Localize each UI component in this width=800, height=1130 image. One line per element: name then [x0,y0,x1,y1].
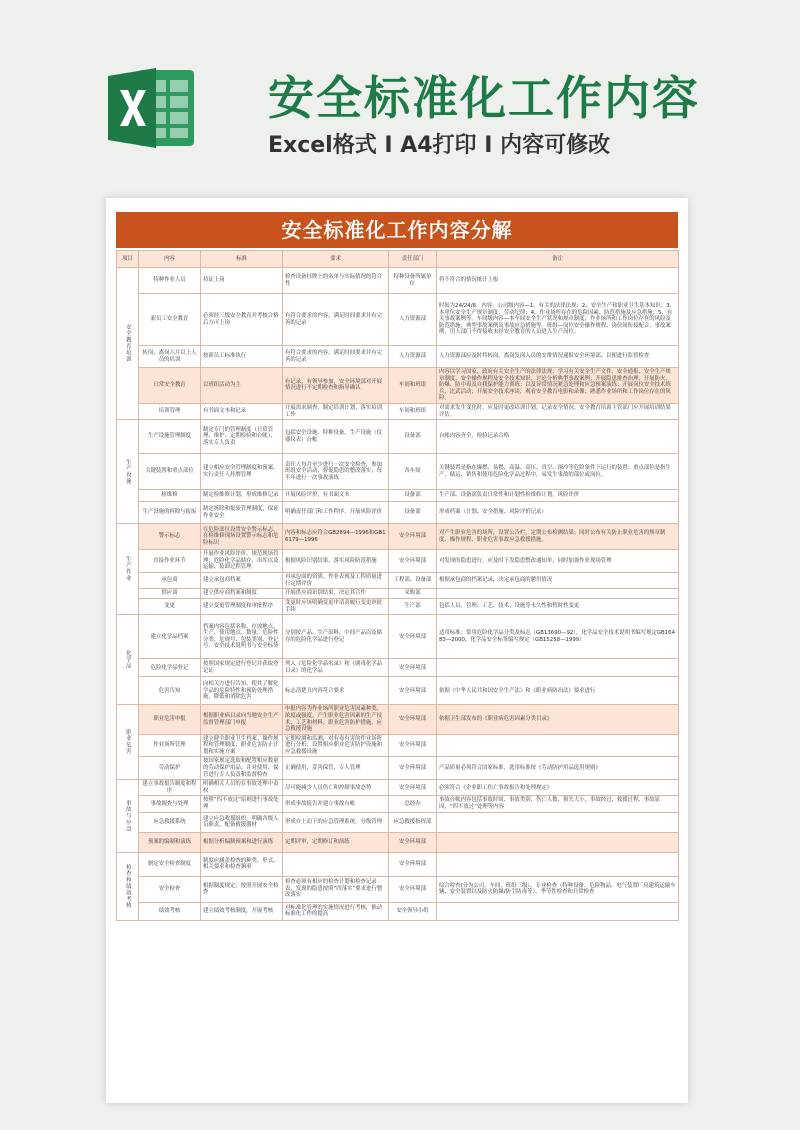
table-cell: 对产生职业危害的场所，设置公告栏，定期公布检测结果；同时公布有关防止职业危害的规章制度、操作规程、职业危害事故应急救援措施。 [437,524,679,550]
table-cell: 综合检查(分为公司、车间、班组三级）、专业检查（特种设备、危险物品、电气装置厂房建筑运输车辆、安全装置以及防火防爆/防尘防毒等）、季节性检查和日常检查 [437,876,679,902]
table-row [117,490,679,502]
table-cell: 警示标志 [139,524,201,550]
table-row [117,502,679,524]
table-cell [437,902,679,920]
table-cell: 必须经三级安全教育并考核合格后方可上岗 [201,294,283,346]
table-cell: 持证上岗 [201,268,283,294]
table-cell: 对发现的隐患进行，应及时下发隐患整改通知单，同时加强作业现场管理 [437,550,679,573]
table-row [117,268,679,294]
table-cell: 对需求发生变化时，应及时更改培训计划，记录安全情况；安全教育培训主管部门应开展培训结果评估。 [437,403,679,419]
table-cell: 建立化学品档案 [139,615,201,659]
table-row [117,780,679,796]
table-cell: 人力资源部应及时将转岗、离岗复岗人员的安排情况通报安全环境部，以便进行监督检查 [437,346,679,368]
table-row [117,572,679,588]
table-row [117,812,679,832]
table-cell: 明确相关人员的在事故处理中责权 [201,780,283,796]
table-cell: 生产设施的拆除与报废 [139,502,201,524]
table-row [117,454,679,490]
table-row [117,346,679,368]
table-cell: 在危险部位设置安全警示标志，在检维修现场设置警示标志和危险标识 [201,524,283,550]
table-cell [437,589,679,599]
column-header: 项目 [117,251,139,268]
category-cell: 生产设施 [117,420,139,524]
table-cell: 按国家规定选取和配置相应数量的劳动保护用品；并对使用、保管进行专人负责和监督检查 [201,757,283,780]
table-cell: 内容以学习国家、政府有关安全生产的法律法规；学习有关安全生产文件、安全通报、安全生产规章制度、安全操作规程及安全技术知识；讨论分析典型事故案例；开展隐患排查治理；开展防火、防爆、防中毒及自我保护能力训练；以及异常情况紧急处理和应急预案演练；开展岗位安全技术练兵、比武活动；开展安全技术座谈，观看安全教育电影和录像；熟悉作业场所和工作岗位存在的风险。 [437,368,679,404]
table-cell: 明确责任部门和工作程序，开展风险评价 [283,502,389,524]
table-cell: 建立绩效考核制度，开展考核 [201,902,283,920]
category-cell: 检查和绩效考核 [117,852,139,920]
table-row [117,403,679,419]
table-cell: 检查设备挂牌上的名单与实际情况的符合性 [283,268,389,294]
column-header: 要求 [283,251,389,268]
table-cell: 安全检查 [139,876,201,902]
table-cell: 产品质量必须符合国家标准，选用标准按《劳动防护用品选用规则》 [437,757,679,780]
table-cell: 对承包商的资质、作业表现及工程质量进行定期评价 [283,572,389,588]
table-cell: 根据承包商的档案记录，决定承包商的聘用情况 [437,572,679,588]
table-row [117,876,679,902]
table-cell: 直接作业环节 [139,550,201,573]
table-row [117,734,679,757]
table-cell: 生产部、设备部负责日常性和计划性检维修计划，风险评价 [437,490,679,502]
table-cell: 日常安全教育 [139,368,201,404]
table-cell: 劳动保护 [139,757,201,780]
table-cell [437,832,679,852]
table-cell: 制定拆除和报废管理制度，保证作业安全 [201,502,283,524]
table-cell: 安全环境部 [389,659,437,677]
table-cell: 安全环境部 [389,852,437,876]
table-cell: 时间为24/24/8，内容：公司级内容—1、有关的法律法规；2、安全生产和职业卫生基本知识；3、本单位安全生产规章制度、劳动纪律；4、作业场所存在的危险因素、防范措施及应急措施；5、有关事故案例等。车间级内容—本车间安全生产状况和规章制度；作业场所和工作岗位存在的风险及防范措施；典型事故案例及事故应急措施等。班组—岗位安全操作规程、岗位间衔接配合、事故案例，用人部门不得接收未经安全教育的人员进入生产岗位。 [437,294,679,346]
table-row [117,852,679,876]
table-row [117,615,679,659]
column-header: 标准 [201,251,283,268]
table-cell: 申报内容为作业场所职业危害因素种类、浓度或强度，产生职业危害因素的生产技术、工艺和材料；职业危害防护措施、应急救援设施 [283,705,389,734]
page-subtitle: Excel格式 I A4打印 I 内容可修改 [268,133,611,158]
table-row [117,677,679,705]
table-cell: 安全环境部 [389,876,437,902]
table-cell: 标志清楚且内容符合要求 [283,677,389,705]
table-cell: 预案的编制和演练 [139,832,201,852]
table-cell: 检查必须有相应的检查计划和检查记录表，发现的隐患按照“四落实”要求进行整改落实 [283,876,389,902]
table-cell: 档案内容包括名称、存放地点、生产、使用地点、数量、危险性分类、危规号、包装类别、登记号、安全技术说明书与安全标签 [201,615,283,659]
table-cell: 定期评审，定期修订和演练 [283,832,389,852]
table-cell: 检维修 [139,490,201,502]
table-cell: 建立健全职业卫生档案；操作规程和管理制度；职业危害防止计划和实施方案 [201,734,283,757]
table-cell: 建立变更管理制度和审批程序 [201,599,283,615]
table-cell: 根据分析编制预案和进行演练 [201,832,283,852]
table-cell: 特种作业人员 [139,268,201,294]
table-cell: 变更 [139,599,201,615]
table-row [117,524,679,550]
table-cell: 安全领导小组 [389,902,437,920]
table-row [117,705,679,734]
column-header: 责任部门 [389,251,437,268]
column-header: 内容 [139,251,201,268]
table-cell: 根据风险识别结果，落实风险防范措施 [283,550,389,573]
excel-icon [104,60,200,156]
table-cell: 形成档案（计划、安全措施、风险评价记录） [437,502,679,524]
table-cell: 将不符合的情况统计上报 [437,268,679,294]
table-cell: 采购部 [389,589,437,599]
table-cell: 有符合要求的内容，满足时间要求并有完善的记录 [283,346,389,368]
table-row [117,420,679,454]
table-cell: 向相关方进行告知，使其了解化学品的危险特性和预防处理措施，降低和消除危害 [201,677,283,705]
table-cell: 根据制度规定，按照开展安全检查 [201,876,283,902]
table-cell [437,659,679,677]
table-cell: 安全环境部 [389,615,437,659]
table-cell: 制定检维修计划，形成维修记录 [201,490,283,502]
table-cell: 尽可能减少人员伤亡和控制事故态势 [283,780,389,796]
table-cell: 变更时应该明确变更申请表履行变更审批手续 [283,599,389,615]
table-cell: 新员工安全教育 [139,294,201,346]
table-cell: 关键装置和重点部位 [139,454,201,490]
table-cell: 分别按产品、生产原料、中间产品以及储存的危险化学品进行登记 [283,615,389,659]
table-cell: 必须符合《企业职工伤亡事故报告和处理规定》 [437,780,679,796]
table-row [117,902,679,920]
category-cell: 化学品 [117,615,139,705]
table-cell: 安全环境部 [389,780,437,796]
table-cell: 按照国家规定进行登记并获取登记证 [201,659,283,677]
table-cell: 危害告知 [139,677,201,705]
table-cell: 应急救援指挥部 [389,812,437,832]
table-cell: 安全环境部 [389,832,437,852]
table-cell: 适用标准：常用危险化学品分类及标志（GB13690—92），化学品安全技术说明书编写规定GB16483—2000、化学品安全标签编写规定（GB15258—1999） [437,615,679,659]
table-cell: 建立供应商档案和制度 [201,589,283,599]
work-table [116,250,679,921]
table-cell: 有符合要求的内容，满足时间要求并有完善的记录 [283,294,389,346]
table-cell: 依据卫生部发布的《职业病危害因素分类目录》 [437,705,679,734]
table-cell: 包括人员、管理、工艺、技术、设施等永久性和暂时性变更 [437,599,679,615]
table-cell: 人力资源部 [389,346,437,368]
table-cell: 事故台帐内容包括事故时间、事故类别、伤亡人数、损失大小、事故经过、救援过程、事故原因，“四不放过”处理等内容 [437,796,679,812]
table-cell: 定期检测和监测，对有毒有害的作业场所进行分析；设置相应职业危害防护设施和应急救援设施 [283,734,389,757]
table-cell: 开展需求调查，制定培训计划，落实培训工作 [283,403,389,419]
column-header: 备注 [437,251,679,268]
table-cell: 设备部 [389,490,437,502]
category-cell: 生产作业 [117,524,139,615]
table-row [117,832,679,852]
table-cell: 转岗、离岗六月以上人员的培训 [139,346,201,368]
table-cell: 建立事故报告制度和程序 [139,780,201,796]
table-cell: 车间和班组 [389,403,437,419]
table-cell: 设备部 [389,420,437,454]
table-cell: 按新员工标准执行 [201,346,283,368]
table-cell [283,852,389,876]
table-cell: 台帐内容齐全，检验记录合格 [437,420,679,454]
table-cell: 事故调查与处理 [139,796,201,812]
table-cell [437,734,679,757]
table-cell: 安全环境部 [389,524,437,550]
table-cell: 建立相应安全管理制度和预案，实行责任人挂牌管理 [201,454,283,490]
table-cell: 总经办 [389,796,437,812]
table-cell: 形成自上而下的应急管理系统，分级管理 [283,812,389,832]
table-row [117,589,679,599]
table-cell: 危险化学品登记 [139,659,201,677]
table-cell: 制度应涵盖检查的种类、形式、相关要求和检查频率 [201,852,283,876]
table-cell: 开展作业风险评价，规范现场管理；危险化学品储存、出库以及运输、装卸过程管理 [201,550,283,573]
table-row [117,757,679,780]
table-cell: 工程部、设备部 [389,572,437,588]
table-cell: 各车间 [389,454,437,490]
table-header-row [117,251,679,268]
table-cell: 设备部 [389,502,437,524]
table-cell: 制定安全检查制度 [139,852,201,876]
table-cell: 安全环境部 [389,734,437,757]
table-cell: 绩效考核 [139,902,201,920]
table-cell: 人力资源部 [389,294,437,346]
table-cell: 根据职业病目录向当地安全生产监督管理部门申报 [201,705,283,734]
table-cell: 关键装置是指在爆燃、易燃、高温、高压、真空、深冷等危险条件下运行的装置；重点部位是指生产、储运、销售和使用危险化学品过程中，易发生事故的部位或岗位。 [437,454,679,490]
table-cell: 职业危害申报 [139,705,201,734]
table-cell: 承包商 [139,572,201,588]
table-cell: 有记录，有领导参加，安全环境部对开展情况进行不定期检查和指导确认 [283,368,389,404]
table-row [117,550,679,573]
table-cell: 依据《中华人民共和国安全生产法》和《职业病防治法》要求进行 [437,677,679,705]
table-cell: 安全环境部 [389,757,437,780]
table-row [117,599,679,615]
table-cell: 应急救援系统 [139,812,201,832]
table-row [117,659,679,677]
page-title: 安全标准化工作内容 [268,71,700,125]
category-cell: 职业危害 [117,705,139,780]
table-cell: 正确使用，妥善保管，专人管理 [283,757,389,780]
table-cell [437,852,679,876]
table-cell: 按照“四不放过”原则进行事故处理 [201,796,283,812]
table-cell: 有书面文本和记录 [201,403,283,419]
table-cell: 安全环境部 [389,550,437,573]
table-cell: 形成事故报告并建立事故台帐 [283,796,389,812]
table-cell: 制定专门的管理制度（日常管理、维护、定期检验和台帐），落实专人负责 [201,420,283,454]
table-row [117,294,679,346]
table-cell: 安全环境部 [389,705,437,734]
table-cell: 生产设施管理制度 [139,420,201,454]
table-cell: 包括安全设施、特种设备、生产设施（仪器仪表）台帐 [283,420,389,454]
table-cell: 开展风险评价，有书面文本 [283,490,389,502]
table-cell: 建立应急救援组织，明确各级人员职责，配备救援器材 [201,812,283,832]
table-cell: 开展供应商识别结果，决定其合作 [283,589,389,599]
table-cell [437,812,679,832]
table-cell: 车间和班组 [389,368,437,404]
table-cell: 责任人每月至少进行一次安全检查，参加班组安全活动，督促隐患的整改落实；每半年进行一次事故演练 [283,454,389,490]
table-cell: 培训管理 [139,403,201,419]
spreadsheet-preview [106,198,688,1103]
category-cell: 事故与应急 [117,780,139,852]
sheet-banner: 安全标准化工作内容分解 [116,212,678,248]
table-cell: 对标准化管理的实施情况进行考核，推动标准化工作的提高 [283,902,389,920]
category-cell: 安全教育培训 [117,268,139,420]
header [0,0,800,190]
table-row [117,368,679,404]
table-cell: 作业场所管理 [139,734,201,757]
table-cell: 以班组活动为主 [201,368,283,404]
table-cell: 列入《危险化学品名录》和《剧毒化学品目录》的化学品 [283,659,389,677]
table-cell: 生产部 [389,599,437,615]
table-row [117,796,679,812]
table-cell: 安全环境部 [389,677,437,705]
table-cell: 供应商 [139,589,201,599]
table-cell: 特种设备所属单位 [389,268,437,294]
table-cell: 建立承包商档案 [201,572,283,588]
table-cell: 内容和标志应符合GB2894—1996和GB16179—1996 [283,524,389,550]
